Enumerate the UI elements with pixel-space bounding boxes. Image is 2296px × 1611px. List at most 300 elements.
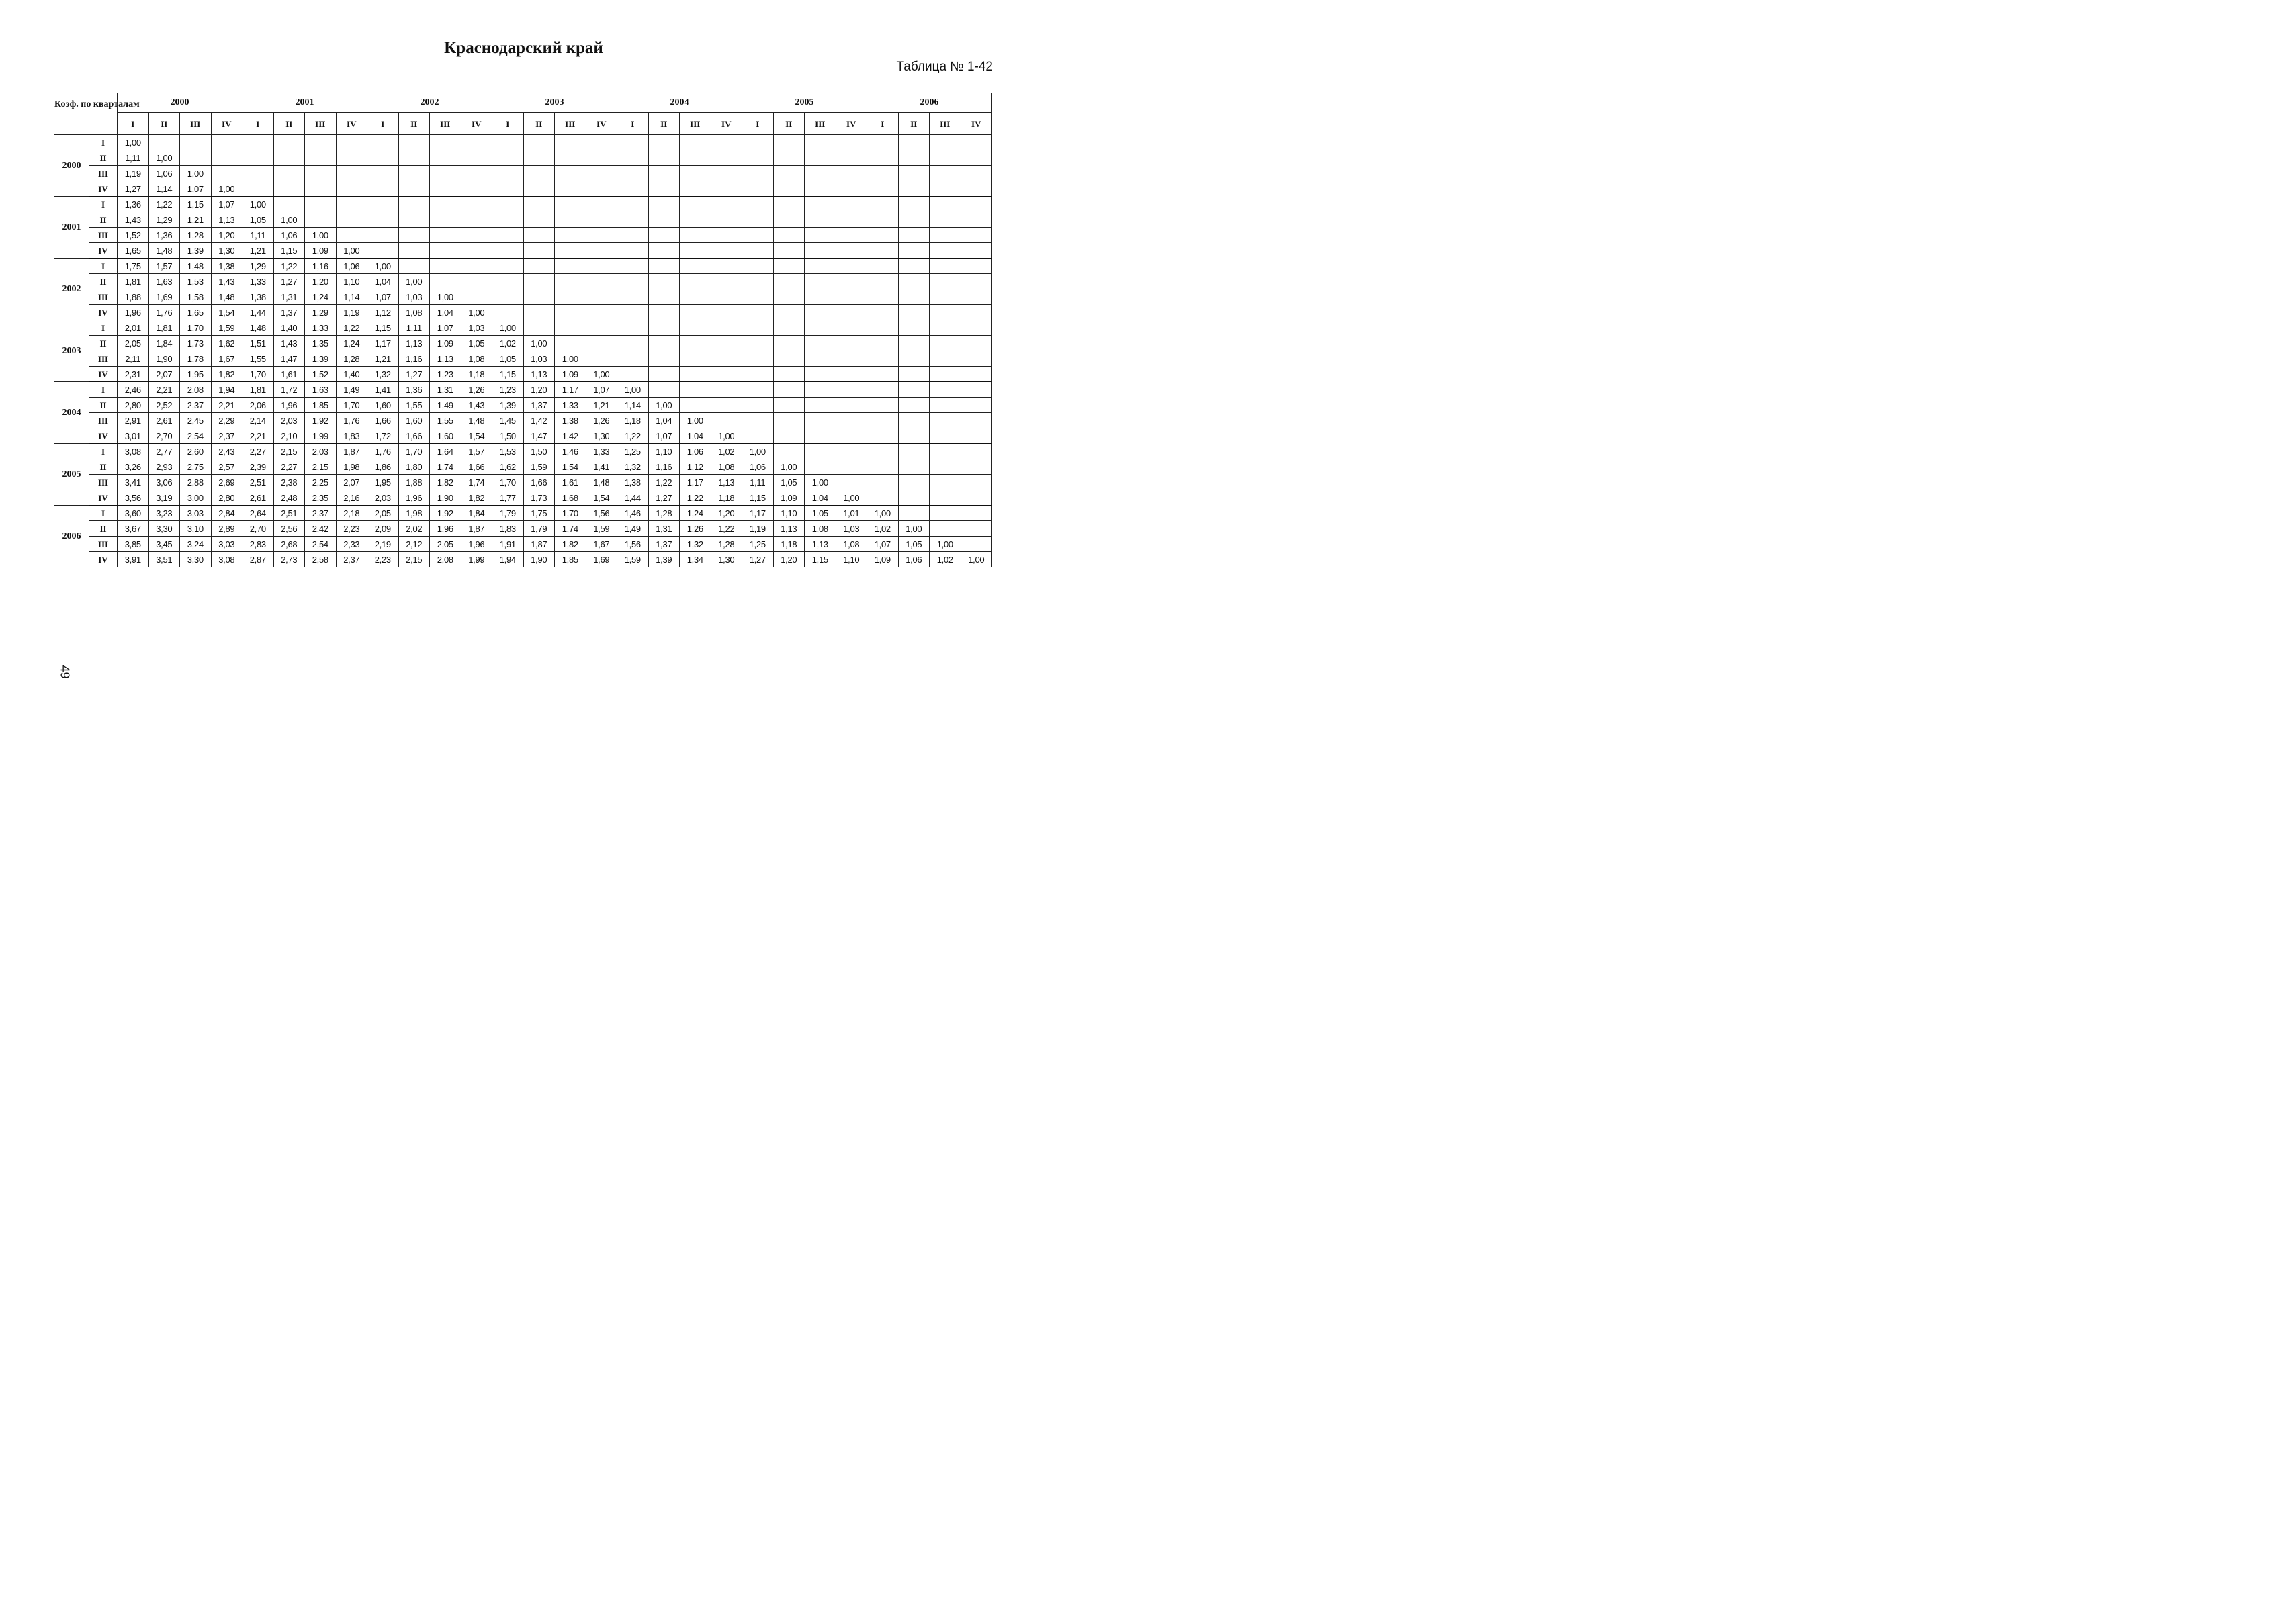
coefficient-cell [523,135,555,150]
coefficient-cell [242,181,274,197]
coefficient-cell [523,181,555,197]
coefficient-cell: 1,59 [523,459,555,475]
coefficient-cell: 1,60 [398,413,430,428]
coefficient-cell: 1,18 [461,367,492,382]
coefficient-cell: 1,79 [523,521,555,537]
coefficient-cell [648,181,680,197]
coefficient-cell [773,150,805,166]
coefficient-cell [961,382,992,398]
coefficient-cell: 1,95 [367,475,399,490]
coefficient-cell [586,135,617,150]
coefficient-cell [773,259,805,274]
coefficient-cell: 1,07 [867,537,899,552]
coefficient-cell [898,181,930,197]
coefficient-cell: 1,16 [398,351,430,367]
coefficient-cell [898,320,930,336]
coefficient-cell: 1,19 [118,166,149,181]
coefficient-cell [742,274,774,289]
coefficient-cell: 1,19 [336,305,367,320]
coefficient-cell: 2,51 [242,475,274,490]
coefficient-cell [398,135,430,150]
coefficient-cell [586,150,617,166]
coefficient-cell: 1,20 [523,382,555,398]
coefficient-cell: 2,60 [180,444,212,459]
coefficient-cell: 1,05 [773,475,805,490]
coefficient-cell: 1,08 [398,305,430,320]
coefficient-cell: 1,00 [148,150,180,166]
coefficient-cell: 1,43 [461,398,492,413]
coefficient-cell [711,212,742,228]
coefficient-cell [492,181,524,197]
coefficient-cell [773,228,805,243]
coefficient-cell: 1,56 [617,537,649,552]
coefficient-cell: 1,86 [367,459,399,475]
coefficient-cell [742,228,774,243]
coefficient-cell: 2,93 [148,459,180,475]
coefficient-cell: 2,51 [273,506,305,521]
column-year-header: 2001 [242,93,367,113]
coefficient-cell: 1,74 [430,459,461,475]
coefficient-cell [461,181,492,197]
coefficient-cell [898,289,930,305]
coefficient-cell [242,135,274,150]
coefficient-cell [773,166,805,181]
coefficient-cell [773,243,805,259]
coefficient-cell [398,166,430,181]
coefficient-cell: 3,45 [148,537,180,552]
column-quarter-header: I [617,113,649,135]
coefficient-cell: 2,73 [273,552,305,567]
coefficient-cell [867,135,899,150]
coefficient-cell [836,259,867,274]
row-quarter-label: II [89,521,118,537]
coefficient-cell: 1,34 [680,552,711,567]
coefficient-cell: 1,18 [711,490,742,506]
coefficient-cell: 1,04 [680,428,711,444]
coefficient-cell: 1,01 [836,506,867,521]
coefficient-cell [398,150,430,166]
coefficient-cell: 1,49 [336,382,367,398]
coefficient-cell [961,259,992,274]
coefficient-cell [461,212,492,228]
coefficient-cell: 1,33 [555,398,586,413]
coefficient-cell [867,181,899,197]
coefficient-cell: 1,84 [461,506,492,521]
coefficient-cell [367,150,399,166]
coefficient-cell: 2,39 [242,459,274,475]
coefficient-cell: 1,20 [711,506,742,521]
row-quarter-label: I [89,506,118,521]
coefficient-cell [898,413,930,428]
coefficient-cell: 1,05 [242,212,274,228]
coefficient-cell: 1,10 [773,506,805,521]
coefficient-cell: 1,96 [118,305,149,320]
coefficient-cell [586,274,617,289]
coefficient-cell: 1,27 [648,490,680,506]
coefficient-cell [742,289,774,305]
coefficient-cell [898,150,930,166]
coefficient-cell [898,166,930,181]
row-quarter-label: I [89,197,118,212]
coefficient-cell: 3,03 [211,537,242,552]
row-year-label: 2002 [54,259,89,320]
coefficient-cell [867,259,899,274]
coefficient-cell [555,197,586,212]
coefficient-cell [742,166,774,181]
coefficient-cell [617,135,649,150]
coefficient-cell [586,212,617,228]
coefficient-cell [680,135,711,150]
coefficient-cell [805,459,836,475]
coefficient-cell [961,444,992,459]
coefficient-cell [336,197,367,212]
coefficient-cell: 1,00 [118,135,149,150]
coefficient-cell [555,289,586,305]
coefficient-cell [680,166,711,181]
coefficient-cell [898,135,930,150]
coefficient-cell: 1,38 [617,475,649,490]
coefficient-cell: 1,90 [430,490,461,506]
coefficient-cell [742,212,774,228]
coefficient-cell: 1,05 [492,351,524,367]
coefficient-cell: 1,00 [555,351,586,367]
coefficient-cell [523,305,555,320]
coefficient-cell [867,228,899,243]
coefficient-cell: 2,68 [273,537,305,552]
coefficient-cell [961,428,992,444]
row-year-label: 2004 [54,382,89,444]
coefficient-cell [898,367,930,382]
row-quarter-label: III [89,228,118,243]
coefficient-cell: 1,02 [867,521,899,537]
coefficient-cell: 1,32 [680,537,711,552]
coefficient-cell: 1,08 [461,351,492,367]
coefficient-cell [461,166,492,181]
coefficient-cell [867,351,899,367]
coefficient-cell [867,289,899,305]
column-quarter-header: II [398,113,430,135]
coefficient-cell: 1,69 [586,552,617,567]
table-row [54,274,992,289]
coefficient-cell: 2,14 [242,413,274,428]
coefficient-cell: 1,48 [148,243,180,259]
coefficient-cell [836,336,867,351]
coefficient-cell: 1,99 [305,428,337,444]
coefficient-cell [961,181,992,197]
coefficient-cell [711,351,742,367]
coefficient-cell [586,181,617,197]
page-number: 49 [58,665,72,679]
coefficient-cell [680,228,711,243]
coefficient-cell: 2,12 [398,537,430,552]
coefficient-cell [492,289,524,305]
coefficient-cell: 1,11 [742,475,774,490]
coefficient-cell [711,166,742,181]
coefficient-cell: 1,02 [492,336,524,351]
coefficient-cell: 1,69 [148,289,180,305]
coefficient-cell: 1,10 [648,444,680,459]
coefficient-cell [930,274,961,289]
coefficient-cell: 1,99 [461,552,492,567]
coefficient-cell: 1,00 [523,336,555,351]
coefficient-cell [648,320,680,336]
coefficient-cell: 3,00 [180,490,212,506]
coefficient-cell [930,413,961,428]
coefficient-cell: 2,03 [305,444,337,459]
coefficient-cell: 1,82 [555,537,586,552]
column-quarter-header: II [648,113,680,135]
coefficient-cell [273,135,305,150]
coefficient-cell: 2,54 [180,428,212,444]
coefficient-cell [461,259,492,274]
coefficient-cell [805,336,836,351]
coefficient-cell: 1,07 [430,320,461,336]
coefficient-cell [680,398,711,413]
coefficient-cell [680,305,711,320]
coefficient-cell [680,259,711,274]
table-row [54,243,992,259]
coefficient-cell: 1,70 [336,398,367,413]
coefficient-cell [930,428,961,444]
coefficient-cell: 1,73 [180,336,212,351]
coefficient-cell [742,305,774,320]
coefficient-cell: 1,68 [555,490,586,506]
coefficient-cell [898,259,930,274]
column-quarter-header: I [867,113,899,135]
coefficient-cell [617,367,649,382]
coefficient-cell: 2,15 [273,444,305,459]
coefficient-cell: 2,87 [242,552,274,567]
coefficient-cell: 1,06 [336,259,367,274]
coefficient-cell [617,305,649,320]
coefficient-cell [773,444,805,459]
coefficient-cell [898,336,930,351]
coefficient-cell: 2,10 [273,428,305,444]
coefficient-cell: 1,63 [148,274,180,289]
coefficient-cell [867,398,899,413]
coefficient-cell: 1,28 [711,537,742,552]
coefficient-cell [898,274,930,289]
coefficient-cell [367,228,399,243]
coefficient-cell: 2,15 [305,459,337,475]
coefficient-cell [836,228,867,243]
coefficient-cell [211,166,242,181]
coefficient-cell: 3,41 [118,475,149,490]
row-quarter-label: III [89,351,118,367]
coefficient-cell [461,135,492,150]
column-quarter-header: IV [836,113,867,135]
table-row [54,305,992,320]
coefficient-cell: 1,31 [273,289,305,305]
coefficient-cell [930,228,961,243]
coefficient-cell: 2,01 [118,320,149,336]
coefficient-cell [492,243,524,259]
coefficient-cell: 1,79 [492,506,524,521]
coefficient-cell: 2,70 [148,428,180,444]
coefficient-cell [398,212,430,228]
coefficient-cell: 1,57 [148,259,180,274]
coefficient-cell: 1,39 [305,351,337,367]
coefficient-cell [805,351,836,367]
coefficient-cell: 2,02 [398,521,430,537]
coefficient-cell [930,150,961,166]
row-quarter-label: IV [89,428,118,444]
coefficient-cell [523,243,555,259]
coefficient-cell [867,166,899,181]
coefficient-cell: 1,83 [336,428,367,444]
coefficient-cell: 1,06 [680,444,711,459]
coefficient-cell [523,212,555,228]
coefficient-cell [586,243,617,259]
coefficient-cell [555,228,586,243]
coefficient-cell: 2,54 [305,537,337,552]
coefficient-cell: 1,00 [398,274,430,289]
coefficient-cell: 3,24 [180,537,212,552]
coefficient-cell [711,243,742,259]
coefficient-cell: 2,05 [118,336,149,351]
coefficient-cell: 1,88 [398,475,430,490]
coefficient-cell [461,150,492,166]
row-quarter-label: II [89,398,118,413]
coefficient-cell [680,197,711,212]
coefficient-cell: 1,37 [648,537,680,552]
coefficient-cell: 2,45 [180,413,212,428]
coefficient-cell: 1,48 [586,475,617,490]
coefficient-cell [398,197,430,212]
coefficient-cell [648,197,680,212]
coefficient-cell [742,135,774,150]
coefficient-cell: 2,25 [305,475,337,490]
coefficient-cell [930,506,961,521]
table-row [54,521,992,537]
coefficient-cell [711,289,742,305]
coefficient-cell [211,135,242,150]
table-row [54,413,992,428]
coefficient-cell: 1,27 [273,274,305,289]
coefficient-cell [773,197,805,212]
coefficient-cell [836,166,867,181]
coefficient-cell: 1,96 [273,398,305,413]
coefficient-cell: 1,22 [273,259,305,274]
coefficient-cell [555,150,586,166]
coefficient-cell: 3,51 [148,552,180,567]
column-quarter-header: III [930,113,961,135]
coefficient-cell [617,336,649,351]
coefficient-cell [430,274,461,289]
coefficient-cell: 1,61 [273,367,305,382]
coefficient-cell: 1,44 [617,490,649,506]
coefficient-cell [898,459,930,475]
row-year-label: 2005 [54,444,89,506]
coefficient-cell: 1,04 [648,413,680,428]
row-year-label: 2006 [54,506,89,567]
coefficient-cell: 1,07 [648,428,680,444]
row-quarter-label: I [89,320,118,336]
coefficient-cell [773,320,805,336]
coefficient-cell: 1,28 [180,228,212,243]
coefficient-cell [617,351,649,367]
coefficient-cell [805,444,836,459]
coefficient-cell [836,413,867,428]
coefficient-cell [492,150,524,166]
coefficient-cell: 1,85 [305,398,337,413]
coefficient-cell [367,197,399,212]
coefficient-cell [773,367,805,382]
coefficient-cell: 2,70 [242,521,274,537]
coefficient-cell: 1,36 [398,382,430,398]
coefficient-cell [242,166,274,181]
coefficient-cell: 1,54 [555,459,586,475]
coefficient-cell [867,305,899,320]
coefficient-cell: 3,01 [118,428,149,444]
coefficient-cell [867,367,899,382]
coefficient-cell: 1,85 [555,552,586,567]
coefficient-cell: 2,05 [430,537,461,552]
coefficient-cell [648,166,680,181]
coefficient-cell: 1,20 [773,552,805,567]
coefficient-cell: 1,22 [336,320,367,336]
column-quarter-header: I [367,113,399,135]
coefficient-cell: 1,94 [492,552,524,567]
coefficient-cell: 1,62 [211,336,242,351]
coefficient-cell: 2,46 [118,382,149,398]
coefficient-cell: 1,23 [492,382,524,398]
coefficient-cell: 2,19 [367,537,399,552]
coefficient-cell: 1,14 [148,181,180,197]
coefficient-cell [742,382,774,398]
coefficient-cell [930,305,961,320]
row-quarter-label: I [89,444,118,459]
table-row [54,552,992,567]
row-quarter-label: III [89,166,118,181]
coefficient-cell: 1,07 [180,181,212,197]
coefficient-cell: 1,73 [523,490,555,506]
table-row [54,398,992,413]
coefficient-cell [305,150,337,166]
coefficient-cell [617,212,649,228]
coefficient-cell: 1,05 [461,336,492,351]
coefficient-cell [586,166,617,181]
coefficient-cell [805,197,836,212]
coefficient-cell [836,428,867,444]
column-quarter-header: IV [461,113,492,135]
coefficient-cell [836,444,867,459]
coefficient-cell [711,382,742,398]
coefficient-cell: 2,64 [242,506,274,521]
coefficient-cell: 1,26 [586,413,617,428]
coefficient-cell [930,320,961,336]
coefficient-cell: 1,52 [118,228,149,243]
coefficient-cell [930,135,961,150]
coefficient-cell [773,336,805,351]
coefficient-cell: 1,28 [336,351,367,367]
coefficient-cell [586,320,617,336]
coefficient-cell [336,212,367,228]
coefficient-cell [617,259,649,274]
coefficient-cell: 1,58 [180,289,212,305]
coefficient-cell: 1,72 [367,428,399,444]
coefficient-cell: 1,66 [523,475,555,490]
coefficient-cell: 1,06 [742,459,774,475]
row-quarter-label: IV [89,552,118,567]
table-row [54,228,992,243]
coefficient-cell: 1,52 [305,367,337,382]
coefficient-cell: 1,09 [555,367,586,382]
coefficient-cell: 1,00 [305,228,337,243]
coefficient-cell: 1,94 [211,382,242,398]
coefficient-cell: 1,17 [367,336,399,351]
coefficient-cell: 2,08 [430,552,461,567]
